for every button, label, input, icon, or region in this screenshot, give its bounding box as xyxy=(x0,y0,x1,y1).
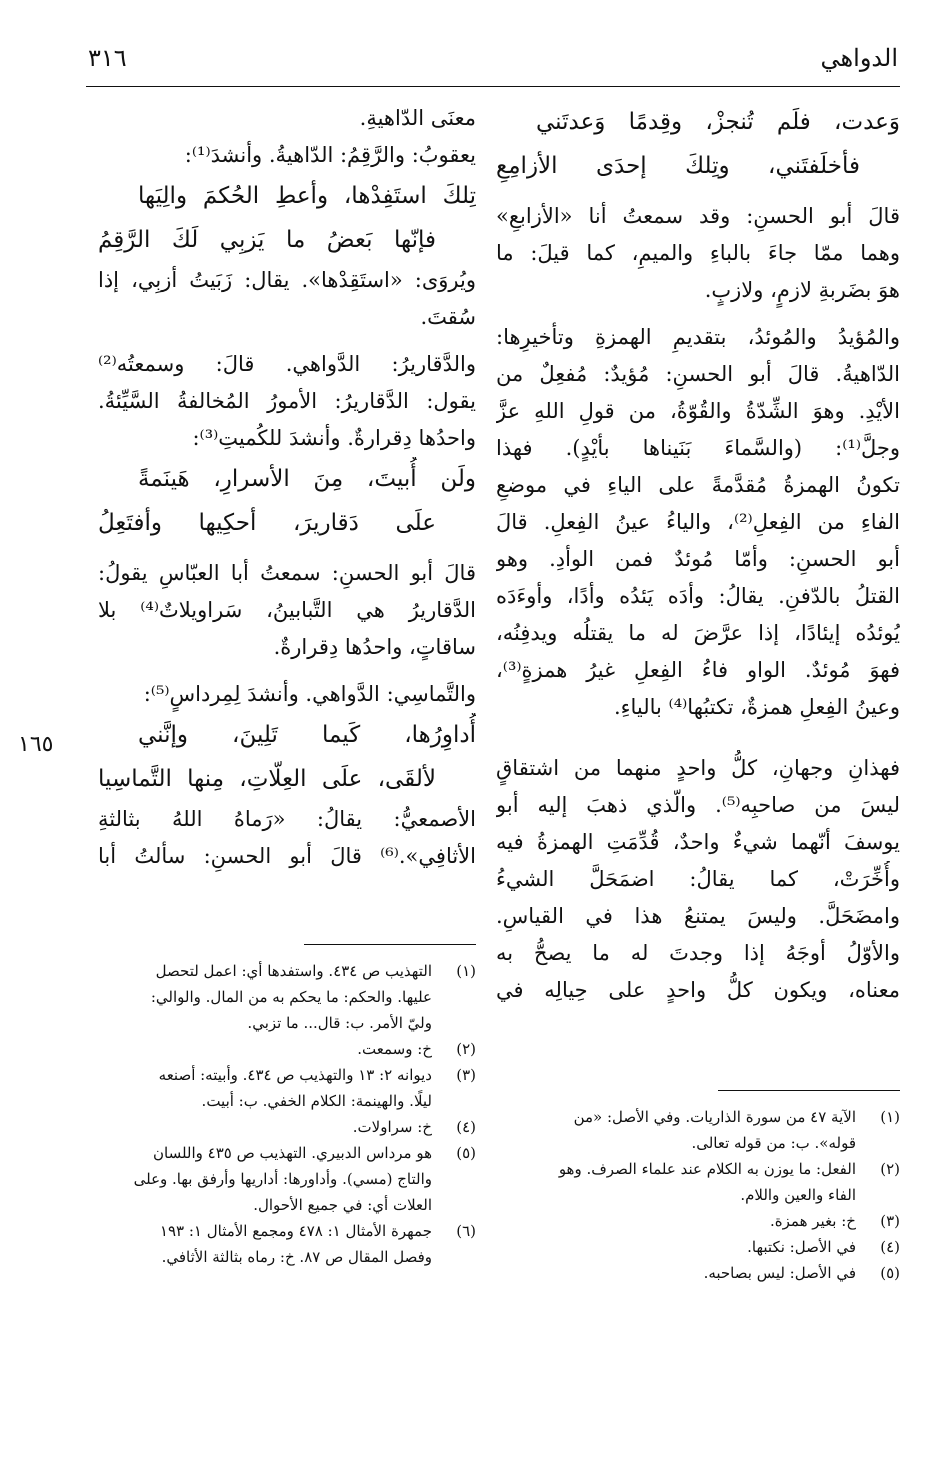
footnote-line: جمهرة الأمثال ١: ٤٧٨ ومجمع الأمثال ١: ١٩٣ xyxy=(159,1222,432,1240)
footnote-number: (١) xyxy=(880,1108,900,1126)
footnote-number: (٥) xyxy=(880,1264,900,1282)
footnote-number: (٢) xyxy=(456,1040,476,1058)
footnote-line: في الأصل: ليس بصاحبه. xyxy=(703,1264,856,1282)
footnote-line: وفصل المقال ص ٨٧. خ: رماه بثالثة الأثافي. xyxy=(161,1248,432,1266)
verse-hemistich: وَعدت، فلَم تُنجزْ، وقِدمًا وَعدتَني xyxy=(536,109,900,135)
page-number: ٣١٦ xyxy=(88,44,127,72)
text-line: ساقاتٍ، واحدُها دِقرارةٌ. xyxy=(273,635,476,659)
text-line: تكونُ الهمزةُ مُقدَّمةً على الياءِ في موضعِ xyxy=(496,473,900,497)
footnote xyxy=(98,1218,476,1270)
text-line: يقول: الدَّقاريرُ: الأمورُ المُخالفةُ السَّيِّئةُ. xyxy=(98,389,476,413)
text-line: والتَّماسِي: الدَّواهي. وأنشدَ لِمِرداسٍ⁽⁵⁾: xyxy=(143,682,476,706)
footnote-line: عليها. والحكم: ما يحكم به من المال. والوالي: xyxy=(150,988,432,1006)
footnotes-right xyxy=(496,1104,900,1286)
footnote-line: العلات أي: في جميع الأحوال. xyxy=(253,1196,432,1214)
header-rule xyxy=(86,86,900,87)
text-line: يعقوبُ: والرَّقِمُ: الدّاهيةُ. وأنشدَ⁽¹⁾: xyxy=(184,143,476,167)
footnote-line: الفعل: ما يوزن به الكلام عند علماء الصرف. وهو xyxy=(558,1160,856,1178)
footnote-rule xyxy=(718,1090,900,1091)
footnote-line: ديوانه ٢: ١٣ والتهذيب ص ٤٣٤. وأبيته: أصنعه xyxy=(158,1066,432,1084)
footnote xyxy=(496,1156,900,1208)
footnote xyxy=(496,1234,900,1260)
footnote-line: والتاج (مسي). وأداورها: أداريها وأرفق بها. وعلى xyxy=(133,1170,432,1188)
verse-hemistich: تِلكَ استَفِدْها، وأعطِ الحُكمَ والِيَها xyxy=(138,183,476,209)
footnote xyxy=(496,1260,900,1286)
footnote xyxy=(98,1140,476,1218)
text-line: وأُخِّرَتْ، كما يقالُ: اضمَحَلَّ الشيءُ xyxy=(496,867,900,891)
text-line: معنَى الدّاهيةِ. xyxy=(359,106,476,130)
footnote-line: قوله». ب: من قوله تعالى. xyxy=(691,1134,856,1152)
footnote-number: (٢) xyxy=(880,1160,900,1178)
page-header xyxy=(88,40,898,80)
verse-hemistich: ولَن أُبيتَ، مِنَ الأسرارِ، هَينَمةً xyxy=(138,466,476,492)
footnote-line: خ: وسمعت. xyxy=(357,1040,432,1058)
text-line: الأيْدِ. وهوَ الشِّدّةُ والقُوّةُ، من قولِ اللهِ عزَّ xyxy=(496,399,900,423)
margin-page-number: ١٦٥ xyxy=(18,732,54,757)
footnote-rule xyxy=(304,944,476,945)
verse-hemistich: لألقَى، علَى العِلّاتِ، مِنها التَّماسِيا xyxy=(98,766,436,792)
text-line: قالَ أبو الحسنِ: سمعتُ أبا العبّاسِ يقولُ: xyxy=(98,561,476,585)
left-column xyxy=(98,100,476,875)
footnote xyxy=(496,1208,900,1234)
footnote xyxy=(98,1036,476,1062)
text-line: يوسفَ أنّهما شيءٌ واحدٌ، قُدِّمَتِ الهمزةُ فيه xyxy=(496,830,900,854)
footnote-line: الآية ٤٧ من سورة الذاريات. وفي الأصل: «من xyxy=(573,1108,856,1126)
text-line: فهوَ مُوئدٌ. الواو فاءُ الفِعلِ غيرُ همزةٍ⁽³⁾، xyxy=(496,658,900,682)
text-line: ويُروَى: «استَقِدْها». يقال: زَبَيتُ أزبِي، إذا xyxy=(98,268,476,292)
footnote-number: (٣) xyxy=(456,1066,476,1084)
text-line: والدَّقاريرُ: الدَّواهي. قالَ: وسمعتُه⁽²⁾ xyxy=(98,352,476,376)
text-line: وعينُ الفِعلِ همزةٌ، تكتبُها⁽⁴⁾ بالياءِ. xyxy=(613,695,900,719)
text-line: يُوئدُه إيئادًا، إذا عرَّضَ له ما يقتلُه ويدفِنُه، xyxy=(496,621,900,645)
right-column xyxy=(496,100,900,1009)
footnote xyxy=(98,1062,476,1114)
footnote-number: (٦) xyxy=(456,1222,476,1240)
text-line: وامضَحَلَّ. وليسَ يمتنعُ هذا في القياسِ. xyxy=(496,904,900,928)
footnotes-left xyxy=(98,958,476,1270)
footnote xyxy=(98,958,476,1036)
text-line: الأصمعيُّ: يقالُ: «رَماهُ اللهُ بثالثةِ xyxy=(98,807,476,831)
footnote-line: خ: بغير همزة. xyxy=(770,1212,856,1230)
text-line: الدَّقاريرُ هي التَّبابينُ، سَراويلاتٌ⁽⁴⁾ بلا xyxy=(98,598,476,622)
text-line: ليسَ من صاحبِه⁽⁵⁾. والّذي ذهبَ إليه أبو xyxy=(496,793,900,817)
verse-hemistich: فإنّها بَعضُ ما يَزبِي لَكَ الرَّقِمُ xyxy=(98,227,436,253)
footnote-line: وليّ الأمر. ب: قال... ما تزبي. xyxy=(247,1014,432,1032)
text-line: فهذانِ وجهانِ، كلُّ واحدٍ منهما من اشتقاقٍ xyxy=(496,756,900,780)
footnote-line: هو مرداس الدبيري. التهذيب ص ٤٣٥ واللسان xyxy=(152,1144,432,1162)
text-line: أبو الحسنِ: وأمّا مُوئدٌ فمن الوأدِ. وهو xyxy=(496,547,900,571)
footnote-line: الفاء والعين واللام. xyxy=(740,1186,856,1204)
text-line: الأثافِي».⁽⁶⁾ قالَ أبو الحسنِ: سألتُ أبا xyxy=(98,844,476,868)
footnote-number: (٤) xyxy=(880,1238,900,1256)
text-line: واحدُها دِقرارةٌ. وأنشدَ للكُميتِ⁽³⁾: xyxy=(192,426,476,450)
footnote-line: التهذيب ص ٤٣٤. واستفدها أي: اعمل لتحصل xyxy=(155,962,432,980)
footnote-number: (٥) xyxy=(456,1144,476,1162)
text-line: والأوّلُ أوجَهُ إذا وجدتَ له ما يصحُّ به xyxy=(496,941,900,965)
text-line: سُقتَ. xyxy=(420,305,476,329)
running-title: الدواهي xyxy=(820,44,898,72)
text-line: قالَ أبو الحسنِ: وقد سمعتُ أنا «الأزابعِ» xyxy=(496,204,900,228)
footnote-line: ليلًا. والهينمة: الكلام الخفي. ب: أبيت. xyxy=(201,1092,432,1110)
footnote-number: (١) xyxy=(456,962,476,980)
text-line: وجلَّ⁽¹⁾: (والسَّماءَ بَنَيناها بأيْدٍ). فهذا xyxy=(496,436,900,460)
text-line: هوَ بضَربةِ لازمٍ، ولازبٍ. xyxy=(704,278,900,302)
verse-hemistich: أُداوِرُها، كَيما تَلِينَ، وإنَّني xyxy=(138,722,476,748)
text-line: القتلُ بالدّفنِ. يقالُ: وأدَه يَئدُه وأدًا، وأوءَدَه xyxy=(496,584,900,608)
footnote-number: (٣) xyxy=(880,1212,900,1230)
verse-hemistich: علَى دَقاريرَ، أحكِيها وأفتَعِلُ xyxy=(98,510,436,536)
text-line: والمُؤيدُ والمُوئدُ، بتقديمِ الهمزةِ وتأخيرِها: xyxy=(496,325,900,349)
footnote-number: (٤) xyxy=(456,1118,476,1136)
text-line: الدّاهيةُ. قالَ أبو الحسنِ: مُؤيدٌ: مُفعِلٌ من xyxy=(496,362,900,386)
verse-hemistich: فأخلَفتَني، وتِلكَ إحدَى الأزامِعِ xyxy=(496,153,860,179)
footnote xyxy=(98,1114,476,1140)
footnote xyxy=(496,1104,900,1156)
footnote-line: خ: سراولات. xyxy=(352,1118,432,1136)
text-line: معناه، ويكون كلُّ واحدٍ على حِيالِه في xyxy=(496,978,900,1002)
footnote-line: في الأصل: نكتبها. xyxy=(747,1238,856,1256)
text-line: الفاءِ من الفِعلِ⁽²⁾، والياءُ عينُ الفِعلِ. قالَ xyxy=(496,510,900,534)
text-line: وهما ممّا جاءَ بالباءِ والميمِ، كما قيلَ: ما xyxy=(496,241,900,265)
